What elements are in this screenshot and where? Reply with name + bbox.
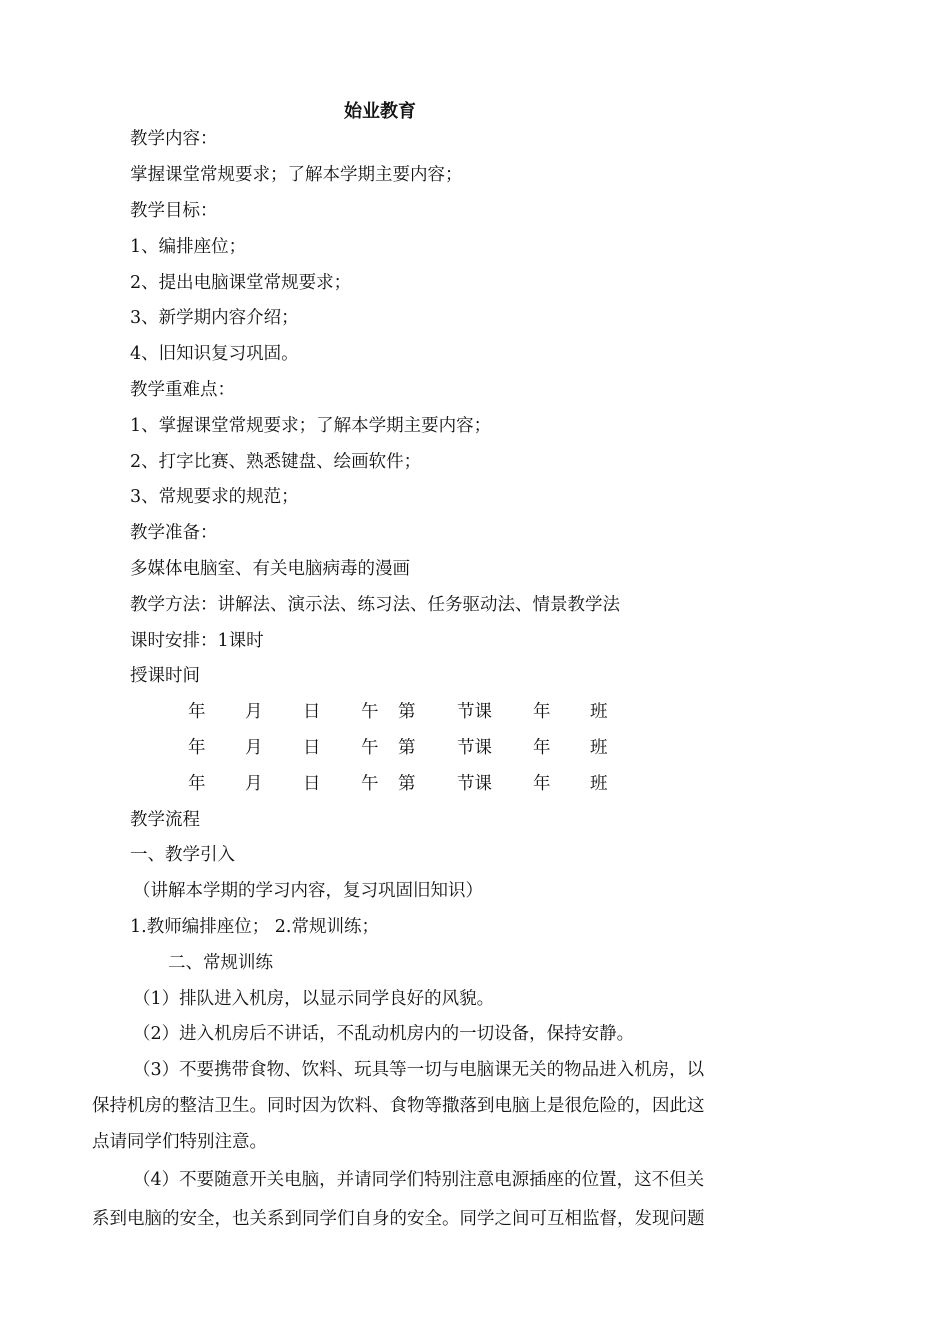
class-time-heading: 授课时间	[130, 666, 200, 686]
year-cell: 年	[188, 702, 206, 722]
objective-item: 4、旧知识复习巩固。	[130, 344, 299, 364]
rule-paragraph-line: （3）不要携带食物、饮料、玩具等一切与电脑课无关的物品进入机房，以	[133, 1060, 705, 1080]
class-cell: 班	[590, 702, 608, 722]
key-point-item: 3、常规要求的规范；	[130, 487, 299, 507]
ordinal-cell: 第	[398, 702, 416, 722]
rule-item: （2）进入机房后不讲话，不乱动机房内的一切设备，保持安静。	[133, 1024, 635, 1044]
preparation-heading: 教学准备：	[130, 523, 218, 543]
objectives-heading: 教学目标：	[130, 201, 218, 221]
objective-item: 2、提出电脑课堂常规要求；	[130, 273, 352, 293]
section-items: 1.教师编排座位； 2.常规训练；	[130, 917, 379, 937]
teaching-content-heading: 教学内容：	[130, 129, 218, 149]
day-cell: 日	[303, 738, 321, 758]
grade-cell: 年	[533, 774, 551, 794]
document-title: 始业教育	[344, 101, 416, 122]
period-cell: 节课	[457, 738, 492, 758]
key-point-item: 2、打字比赛、熟悉键盘、绘画软件；	[130, 452, 422, 472]
objective-item: 3、新学期内容介绍；	[130, 308, 299, 328]
noon-cell: 午	[361, 738, 379, 758]
key-points-heading: 教学重难点：	[130, 380, 235, 400]
year-cell: 年	[188, 738, 206, 758]
month-cell: 月	[245, 774, 263, 794]
section-heading: 二、常规训练	[168, 953, 273, 973]
class-time-row	[0, 736, 700, 760]
year-cell: 年	[188, 774, 206, 794]
class-cell: 班	[590, 738, 608, 758]
month-cell: 月	[245, 702, 263, 722]
period-cell: 节课	[457, 774, 492, 794]
schedule-text: 课时安排：1课时	[130, 631, 264, 651]
period-cell: 节课	[457, 702, 492, 722]
ordinal-cell: 第	[398, 774, 416, 794]
noon-cell: 午	[361, 702, 379, 722]
rule-item: （1）排队进入机房，以显示同学良好的风貌。	[133, 989, 495, 1009]
grade-cell: 年	[533, 738, 551, 758]
month-cell: 月	[245, 738, 263, 758]
noon-cell: 午	[361, 774, 379, 794]
objective-item: 1、编排座位；	[130, 237, 247, 257]
day-cell: 日	[303, 774, 321, 794]
class-cell: 班	[590, 774, 608, 794]
grade-cell: 年	[533, 702, 551, 722]
class-time-row	[0, 700, 700, 724]
class-time-row	[0, 772, 700, 796]
day-cell: 日	[303, 702, 321, 722]
ordinal-cell: 第	[398, 738, 416, 758]
rule-paragraph-line: 点请同学们特别注意。	[92, 1132, 267, 1152]
section-note: （讲解本学期的学习内容，复习巩固旧知识）	[133, 881, 483, 901]
section-heading: 一、教学引入	[130, 845, 235, 865]
teaching-content-text: 掌握课堂常规要求；了解本学期主要内容；	[130, 165, 463, 185]
rule-paragraph-line: （4）不要随意开关电脑，并请同学们特别注意电源插座的位置，这不但关	[133, 1170, 705, 1190]
rule-paragraph-line: 保持机房的整洁卫生。同时因为饮料、食物等撒落到电脑上是很危险的，因此这	[92, 1096, 705, 1116]
key-point-item: 1、掌握课堂常规要求；了解本学期主要内容；	[130, 416, 492, 436]
preparation-text: 多媒体电脑室、有关电脑病毒的漫画	[130, 559, 410, 579]
rule-paragraph-line: 系到电脑的安全，也关系到同学们自身的安全。同学之间可互相监督，发现问题	[92, 1209, 705, 1229]
methods-text: 教学方法：讲解法、演示法、练习法、任务驱动法、情景教学法	[130, 595, 620, 615]
process-heading: 教学流程	[130, 810, 200, 830]
